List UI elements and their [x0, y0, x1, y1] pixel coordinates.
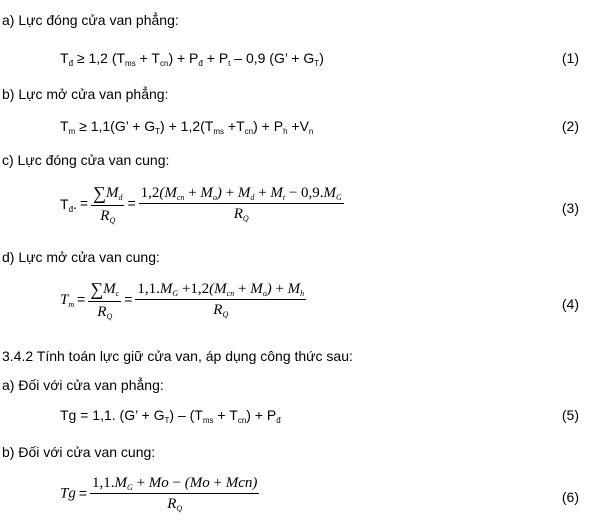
equation-4-fraction-b: $\frac{1,1.M_G +1,2(M_{cn} + M_o) + M_h}{R_Q}$ — [137, 281, 305, 319]
equation-2-number: (2) — [561, 118, 579, 134]
equation-6-fraction: $\frac{1,1.M_G + Mo - (Mo + Mcn)}{R_Q}$ — [92, 475, 258, 513]
equation-6: Tg = $\frac{1,1.M_G + Mo - (Mo + Mcn)}{R_Q}$ — [60, 475, 258, 513]
equation-4: $T_m$ = $\frac{\sum M_c}{R_Q}$ = $\frac{1,1.M_G +1,2(M_{cn} + M_o) + M_h}{R_Q}$ — [60, 279, 305, 321]
equation-5-number: (5) — [561, 407, 579, 423]
section-d-heading: d) Lực mở cửa van cung: — [2, 249, 160, 265]
equation-1: $T_đ \ge 1,2$ $(T_{ms} + T_{cn}) + P_đ + P_t - 0,9$ (G’ + $G_T$) — [60, 50, 324, 68]
section-a2-heading: a) Đối với cửa van phẳng: — [2, 377, 164, 393]
equation-2: $T_m \ge 1,1(G$’ + $G_T) + 1,2(T_{ms} +T_{cn}) + P_h +V_n$ — [60, 118, 314, 136]
equation-1-number: (1) — [561, 50, 579, 66]
equation-5: Tg = 1,1. (G’ + $G_T) - (T_{ms} + T_{cn}) + P_đ$ — [60, 407, 281, 425]
equation-3-number: (3) — [561, 200, 579, 216]
section-c-heading: c) Lực đóng cửa van cung: — [2, 152, 170, 168]
section-b2-heading: b) Đối với cửa van cung: — [2, 444, 156, 460]
equation-4-number: (4) — [561, 296, 579, 312]
equation-3: $T_đ$. = $\frac{\sum M_d}{R_Q}$ = $\frac{1,2(M_{cn} + M_o) + M_d + M_t - 0,9.M_G}{R_Q}$ — [60, 183, 342, 225]
equation-3-fraction-b: $\frac{1,2(M_{cn} + M_o) + M_d + M_t - 0,9.M_G}{R_Q}$ — [140, 185, 342, 223]
equation-4-fraction-a: $\frac{\sum M_c}{R_Q}$ — [90, 279, 120, 321]
equation-3-fraction-a: $\frac{\sum M_d}{R_Q}$ — [93, 183, 123, 225]
section-342-heading: 3.4.2 Tính toán lực giữ cửa van, áp dụng công thức sau: — [2, 348, 353, 364]
section-a-heading: a) Lực đóng cửa van phẳng: — [2, 12, 179, 28]
equation-6-number: (6) — [561, 489, 579, 505]
section-b-heading: b) Lực mở cửa van phẳng: — [2, 86, 169, 102]
